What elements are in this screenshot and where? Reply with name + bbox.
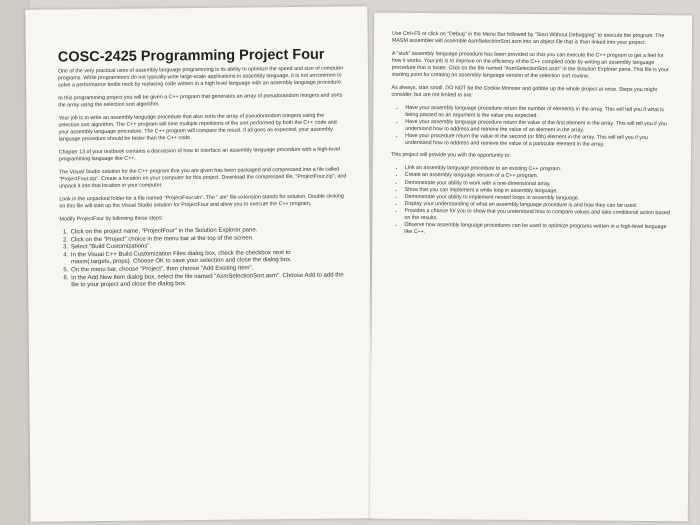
modify-intro: Modify ProjectFour by following these steps: bbox=[59, 215, 164, 223]
chapter-paragraph: Chapter 13 of your textbook contains a discussion of how to interface an assembly language procedure with a high-level programming language like C++. bbox=[58, 146, 341, 163]
list-item: • Have your procedure return the value of the second (or fifth) element in the array. This will tell you if you understand how to address and retrieve the value of a particular element in the array. bbox=[405, 133, 673, 149]
stub-paragraph: A "stub" assembly language procedure has been provided so that you can execute the C++ program to get a feel for how it works. Your job is to improve on the efficiency of the C++ compiled code by writing an assembly language procedure that is faster. Click on the file named "AsmSelectionSort.asm" in the Solution Explorer pane. This file is your starting point for creating an assembly language version of the selection sort routine. bbox=[391, 50, 669, 80]
list-item: 5. On the menu bar, choose "Project", then choose "Add Existing Item". bbox=[70, 264, 348, 275]
document-title: COSC-2425 Programming Project Four bbox=[57, 46, 325, 66]
list-item: 2. Click on the "Project" choice in the menu bar at the top of the screen. bbox=[70, 234, 348, 245]
list-item: • Demonstrate your ability to implement nested loops in assembly language. bbox=[405, 194, 673, 203]
solution-paragraph: The Visual Studio solution for the C++ program that you are given has been packaged and compressed into a file called "ProjectFour.zip". Create a location on your computer for this project. Download the compressed file, "ProjectFour.zip", and unpack it into that location in your computer. bbox=[59, 166, 347, 190]
document-page-left bbox=[25, 6, 372, 522]
list-item: • Display your understanding of what an assembly language procedure is and how they can be used. bbox=[405, 201, 673, 210]
document-page-right bbox=[370, 13, 692, 522]
modify-steps-list bbox=[62, 226, 349, 290]
list-item: • Demonstrate your ability to work with a one-dimensional array. bbox=[405, 180, 673, 189]
list-item: • Show that you can implement a while loop in assembly language. bbox=[405, 187, 673, 196]
task-paragraph: Your job is to write an assembly language procedure that also sorts the array of pseudorandom integers using the selection sort algorithm. The C++ program will time multiple repetitions of the sort performed by both the C++ code and your assembly language procedure. The C++ program will compare the result. If all goes as expected, your assembly language procedure should be faster than the C++ code. bbox=[58, 112, 337, 143]
start-small-paragraph: As always, start small. DO NOT be the Cookie Monster and gobble up the whole project at once. Steps you might consider, but are not limited to are: bbox=[391, 84, 658, 99]
list-item: 1. Click on the project name, "ProjectFour" in the Solution Explorer pane. bbox=[70, 226, 348, 237]
opportunity-intro: This project will provide you with the opportunity to: bbox=[390, 151, 511, 160]
opportunity-list bbox=[390, 165, 673, 238]
sln-paragraph: Look in the unpacked folder for a file named "ProjectFour.sln". The ".sln" file extension stands for solution. Double clicking on this file will start up the Visual Studio solution for ProjectFour and allow you to execute the C++ program. bbox=[59, 193, 344, 210]
list-item: 3. Select "Build Customizations". bbox=[70, 242, 348, 253]
list-item: • Link an assembly language procedure to an existing C++ program. bbox=[405, 165, 673, 174]
list-item: • Observe how assembly language procedures can be used to optimize programs written in a high-level language like C++. bbox=[404, 222, 672, 238]
list-item: 4. In the Visual C++ Build Customization Files dialog box, check the checkbox next to masm(.targets,.props). Choose OK to save your selection and close the dialog box. bbox=[70, 249, 348, 267]
list-item: • Provides a chance for you to show that you understand how to compare values and take conditional action based on the results. bbox=[404, 208, 672, 224]
list-item: • Have your assembly language procedure return the value of the first element in the array. This will tell you if you understand how to address and retrieve the value of an element in the array. bbox=[405, 119, 673, 135]
list-item: • Create an assembly language version of a C++ program. bbox=[405, 172, 673, 181]
project-paragraph: In this programming project you will be given a C++ program that generates an array of pseudorandom integers and sorts the array using the selection sort algorithm. bbox=[58, 92, 343, 109]
intro-paragraph: One of the very practical uses of assembly language programming is its ability to optimize the speed and size of computer programs. While programmers do not typically write large-scale applications in assembly language, it is not uncommon to solve a performance bottle neck by replacing code written in a high level language with an assembly language procedure. bbox=[57, 65, 344, 89]
list-item: 6. In the Add New Item dialog box, select the file named "AsmSelectionSort.asm". Choose Add to add the file to your project and close the dialog box. bbox=[70, 272, 348, 290]
run-paragraph: Use Ctrl+F5 or click on "Debug" in the Menu Bar followed by "Start Without Debugging" to execute the program. The MASM assembler will assemble AsmSelectionSort.asm into an object file that is then linked into your project. bbox=[391, 30, 665, 46]
list-item: • Have your assembly language procedure return the number of elements in the array. This will tell you if what is being passed as an argument is the value you expected. bbox=[405, 105, 673, 121]
incremental-steps-list bbox=[391, 105, 673, 149]
